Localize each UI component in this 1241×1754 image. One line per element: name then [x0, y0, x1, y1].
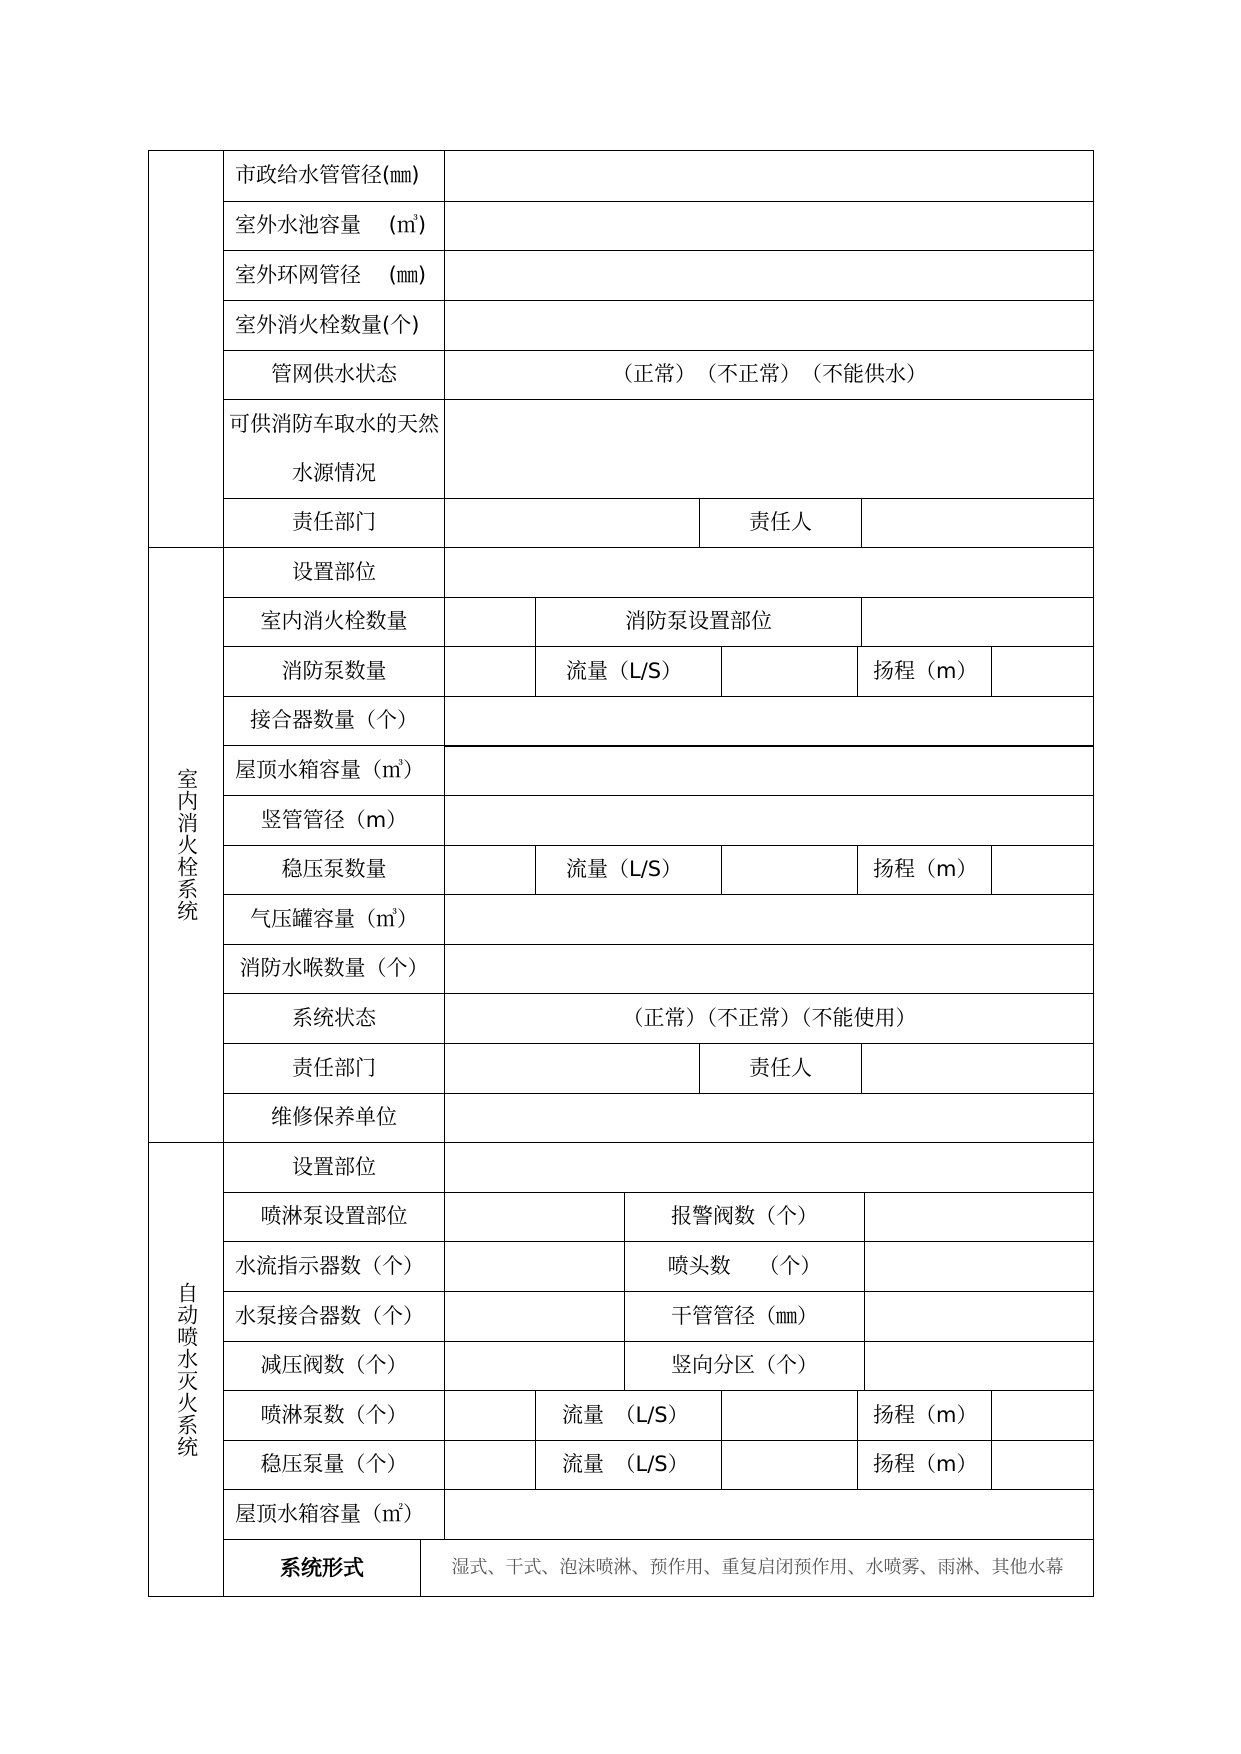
label-outdoor-hydrant-count: 室外消火栓数量(个): [223, 300, 444, 350]
value-alarm-valve-count[interactable]: [864, 1192, 1094, 1241]
label-sp-location: 设置部位: [223, 1142, 444, 1192]
value-sp-head-2[interactable]: [991, 1440, 1094, 1489]
value-outdoor-pool-capacity[interactable]: [444, 201, 1094, 250]
label-pressure-tank: 气压罐容量（㎥）: [223, 894, 444, 944]
label-supply-status: 管网供水状态: [223, 350, 444, 399]
value-municipal-pipe-diameter[interactable]: [444, 151, 1094, 201]
label-municipal-pipe-diameter: 市政给水管管径(㎜): [223, 151, 444, 201]
value-vertical-zones[interactable]: [864, 1341, 1094, 1390]
value-pressure-tank[interactable]: [444, 894, 1094, 944]
value-ih-flow-2[interactable]: [721, 845, 857, 894]
value-system-type[interactable]: 湿式、干式、泡沫喷淋、预作用、重复启闭预作用、水喷雾、雨淋、其他水幕: [420, 1539, 1094, 1597]
value-natural-water-source[interactable]: [444, 399, 1094, 498]
label-vertical-zones: 竖向分区（个）: [624, 1341, 864, 1390]
value-ws-responsible-dept[interactable]: [444, 498, 699, 547]
value-outdoor-hydrant-count[interactable]: [444, 300, 1094, 350]
value-ih-roof-tank[interactable]: [444, 745, 1094, 795]
label-ws-responsible-person: 责任人: [699, 498, 861, 547]
label-outdoor-pool-capacity: 室外水池容量 (㎥): [223, 201, 444, 250]
value-main-pipe-diameter[interactable]: [864, 1291, 1094, 1341]
label-sp-flow-1: 流量 （L/S）: [535, 1390, 721, 1440]
label-riser-diameter: 竖管管径（m）: [223, 795, 444, 845]
label-ih-flow-2: 流量（L/S）: [535, 845, 721, 894]
label-hose-reel-count: 消防水喉数量（个）: [223, 944, 444, 993]
label-fire-pump-location: 消防泵设置部位: [535, 597, 861, 646]
value-ih-head-1[interactable]: [991, 646, 1094, 696]
label-ih-system-status: 系统状态: [223, 993, 444, 1043]
value-pump-adapter-count[interactable]: [444, 1291, 624, 1341]
value-reducer-valve-count[interactable]: [444, 1341, 624, 1390]
section-sprinkler: 自动喷水灭火系统: [149, 1142, 223, 1597]
value-sp-flow-2[interactable]: [721, 1440, 857, 1489]
value-sprinkler-pump-count[interactable]: [444, 1390, 535, 1440]
label-booster-pump-count: 稳压泵数量: [223, 845, 444, 894]
label-ih-flow-1: 流量（L/S）: [535, 646, 721, 696]
label-alarm-valve-count: 报警阀数（个）: [624, 1192, 864, 1241]
label-sp-flow-2: 流量 （L/S）: [535, 1440, 721, 1489]
value-sp-head-1[interactable]: [991, 1390, 1094, 1440]
value-sprinkler-head-count[interactable]: [864, 1241, 1094, 1291]
value-sprinkler-pump-location[interactable]: [444, 1192, 624, 1241]
label-ih-head-2: 扬程（m）: [857, 845, 991, 894]
label-ih-roof-tank: 屋顶水箱容量（㎥）: [223, 745, 444, 795]
value-booster-pump-count[interactable]: [444, 845, 535, 894]
value-fire-pump-location[interactable]: [861, 597, 1094, 646]
value-ring-main-diameter[interactable]: [444, 250, 1094, 300]
label-sp-roof-tank: 屋顶水箱容量（㎡）: [223, 1489, 444, 1539]
label-ring-main-diameter: 室外环网管径 (㎜): [223, 250, 444, 300]
value-sp-booster-count[interactable]: [444, 1440, 535, 1489]
value-ih-responsible-person[interactable]: [861, 1043, 1094, 1093]
label-main-pipe-diameter: 干管管径（㎜）: [624, 1291, 864, 1341]
label-pump-adapter-count: 水泵接合器数（个）: [223, 1291, 444, 1341]
label-ih-responsible-person: 责任人: [699, 1043, 861, 1093]
value-riser-diameter[interactable]: [444, 795, 1094, 845]
label-natural-water-source: 可供消防车取水的天然水源情况: [223, 399, 444, 498]
value-maintenance-unit[interactable]: [444, 1093, 1094, 1142]
label-sp-booster-count: 稳压泵量（个）: [223, 1440, 444, 1489]
value-sp-roof-tank[interactable]: [444, 1489, 1094, 1539]
value-ih-head-2[interactable]: [991, 845, 1094, 894]
label-reducer-valve-count: 减压阀数（个）: [223, 1341, 444, 1390]
label-ih-head-1: 扬程（m）: [857, 646, 991, 696]
fire-facility-form: [148, 150, 1094, 1597]
label-maintenance-unit: 维修保养单位: [223, 1093, 444, 1142]
value-sp-location[interactable]: [444, 1142, 1094, 1192]
label-fire-pump-count: 消防泵数量: [223, 646, 444, 696]
label-sp-head-1: 扬程（m）: [857, 1390, 991, 1440]
label-indoor-hydrant-count: 室内消火栓数量: [223, 597, 444, 646]
value-indoor-hydrant-count[interactable]: [444, 597, 535, 646]
label-sprinkler-pump-location: 喷淋泵设置部位: [223, 1192, 444, 1241]
value-ws-responsible-person[interactable]: [861, 498, 1094, 547]
value-ih-system-status[interactable]: （正常）（不正常）（不能使用）: [444, 993, 1094, 1043]
label-ih-location: 设置部位: [223, 547, 444, 597]
label-ih-responsible-dept: 责任部门: [223, 1043, 444, 1093]
value-hose-reel-count[interactable]: [444, 944, 1094, 993]
label-flow-indicator-count: 水流指示器数（个）: [223, 1241, 444, 1291]
label-sp-head-2: 扬程（m）: [857, 1440, 991, 1489]
label-system-type: 系统形式: [223, 1539, 420, 1597]
value-ih-responsible-dept[interactable]: [444, 1043, 699, 1093]
value-sp-flow-1[interactable]: [721, 1390, 857, 1440]
value-fire-pump-count[interactable]: [444, 646, 535, 696]
value-flow-indicator-count[interactable]: [444, 1241, 624, 1291]
label-ws-responsible-dept: 责任部门: [223, 498, 444, 547]
value-ih-location[interactable]: [444, 547, 1094, 597]
value-ih-flow-1[interactable]: [721, 646, 857, 696]
section-indoor-hydrant: 室内消火栓系统: [149, 547, 223, 1142]
value-supply-status[interactable]: （正常） （不正常） （不能供水）: [444, 350, 1094, 399]
label-sprinkler-pump-count: 喷淋泵数（个）: [223, 1390, 444, 1440]
label-adapter-count: 接合器数量（个）: [223, 696, 444, 745]
section-water-supply: [149, 151, 223, 547]
label-sprinkler-head-count: 喷头数 （个）: [624, 1241, 864, 1291]
value-adapter-count[interactable]: [444, 696, 1094, 745]
